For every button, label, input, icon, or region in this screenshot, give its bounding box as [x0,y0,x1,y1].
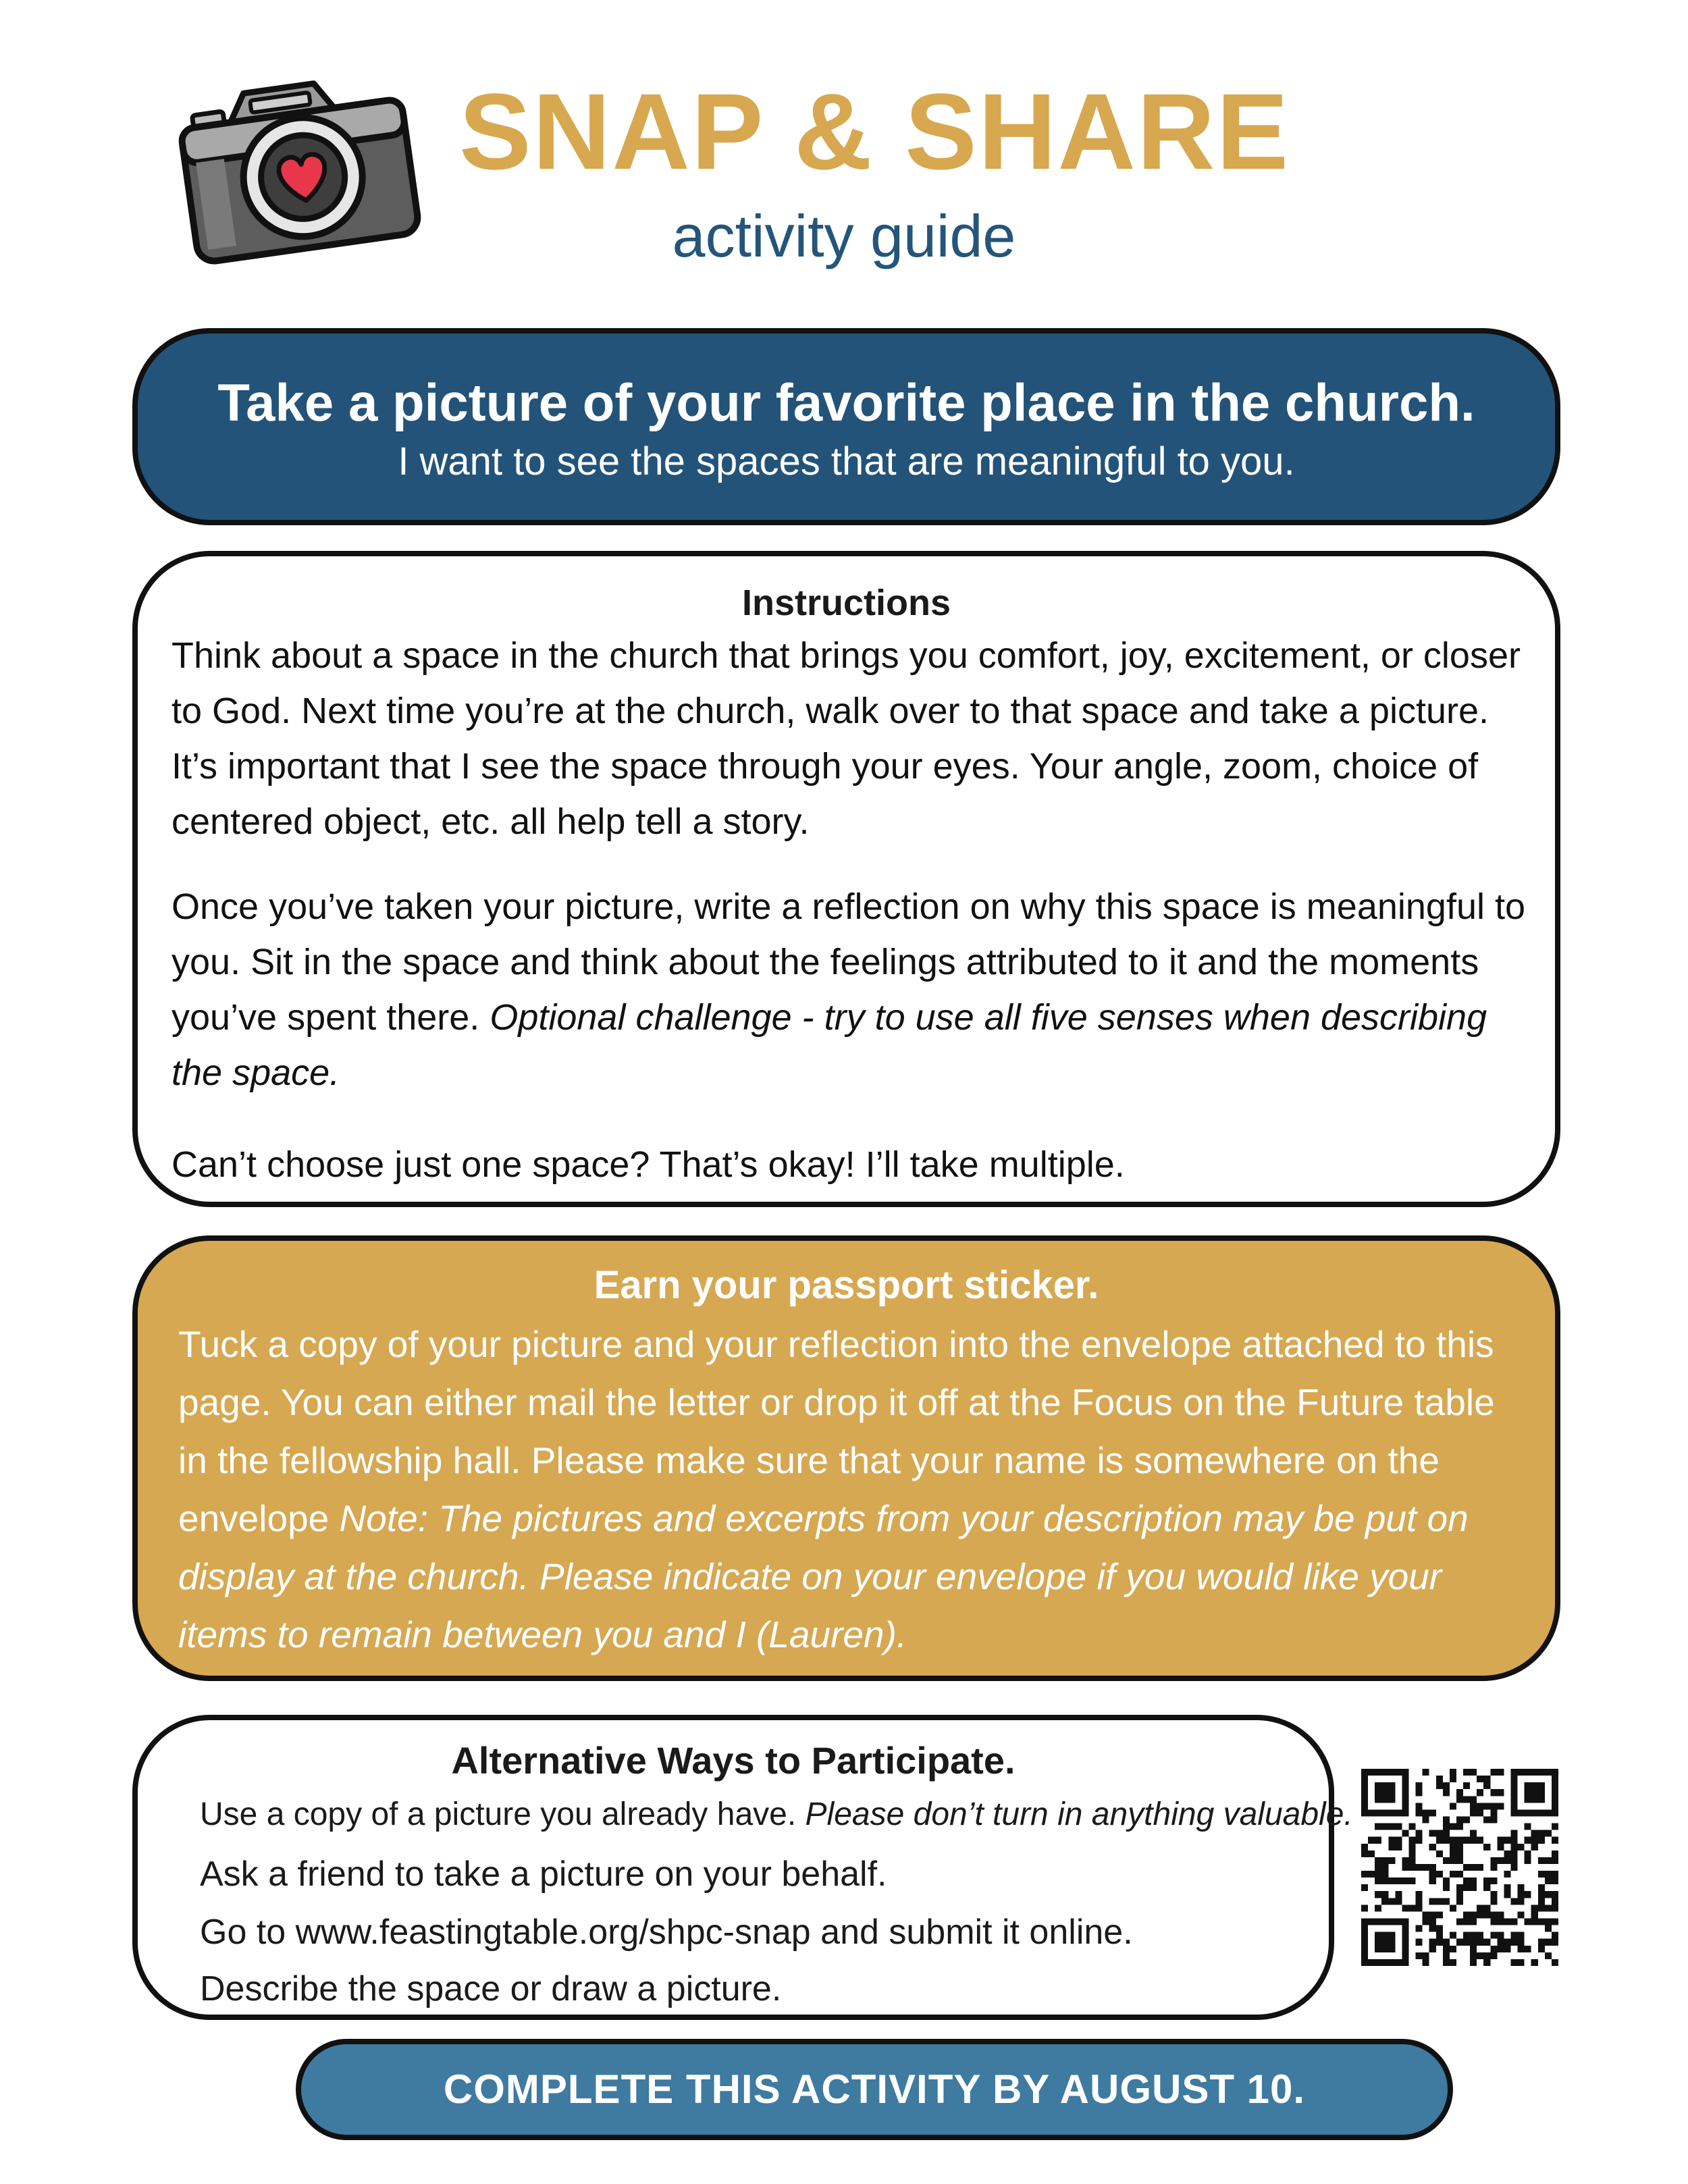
optional-challenge-text: Optional challenge - try to use all five senses when describing the space. [172,997,1487,1093]
prompt-subheading: I want to see the spaces that are meaningful to you. [398,440,1295,483]
alternative-ways-panel [132,1715,1353,2020]
alternative-item-1 [200,1790,1353,1839]
passport-heading: Earn your passport sticker. [594,1263,1099,1307]
deadline-banner: COMPLETE THIS ACTIVITY BY AUGUST 10. [296,2039,1453,2140]
instructions-paragraph-1: Think about a space in the church that brings you comfort, joy, excitement, or closer to God. Next time you’re at the church, walk over to that space and take a picture. It’s important that I see the space through your eyes. Your angle, zoom, choice of centered object, etc. all help tell a story. [172,635,1521,842]
passport-note: Note: The pictures and excerpts from your description may be put on display at the church. Please indicate on your envelope if you would like your items to remain between you and I (Lauren). [178,1497,1469,1655]
page-title: SNAP & SHARE [459,71,1290,192]
prompt-banner [132,328,1560,525]
page-subtitle: activity guide [672,203,1016,269]
passport-instructions: Tuck a copy of your picture and your reflection into the envelope attached to this page. You can either mail the letter or drop it off at the Focus on the Future table in the fellowship hall. Please make sure that your name is somewhere on the envelope [178,1323,1495,1539]
alternative-item-1-text: Use a copy of a picture you already have. [200,1796,797,1832]
instructions-paragraph-2 [172,879,1542,1100]
instructions-panel [132,551,1560,1207]
passport-sticker-panel [132,1235,1560,1681]
prompt-heading: Take a picture of your favorite place in the church. [217,373,1475,432]
camera-with-heart-icon [174,66,424,269]
alternative-item-4: Describe the space or draw a picture. [200,1969,782,2008]
instructions-paragraph-3: Can’t choose just one space? That’s okay! I’ll take multiple. [172,1144,1125,1185]
reflection-text: Once you’ve taken your picture, write a reflection on why this space is meaningful to you. Sit in the space and think about the feelings attributed to it and the moments you’ve spent there. [172,886,1526,1038]
instructions-heading: Instructions [741,583,951,623]
alternative-item-3: Go to www.feastingtable.org/shpc-snap and submit it online. [200,1913,1133,1952]
qr-code-icon [1361,1769,1558,1966]
alternative-item-1-note: Please don’t turn in anything valuable. [805,1796,1353,1832]
alternatives-heading: Alternative Ways to Participate. [451,1739,1016,1782]
passport-body [178,1315,1529,1663]
alternative-item-2: Ask a friend to take a picture on your behalf. [200,1855,887,1894]
